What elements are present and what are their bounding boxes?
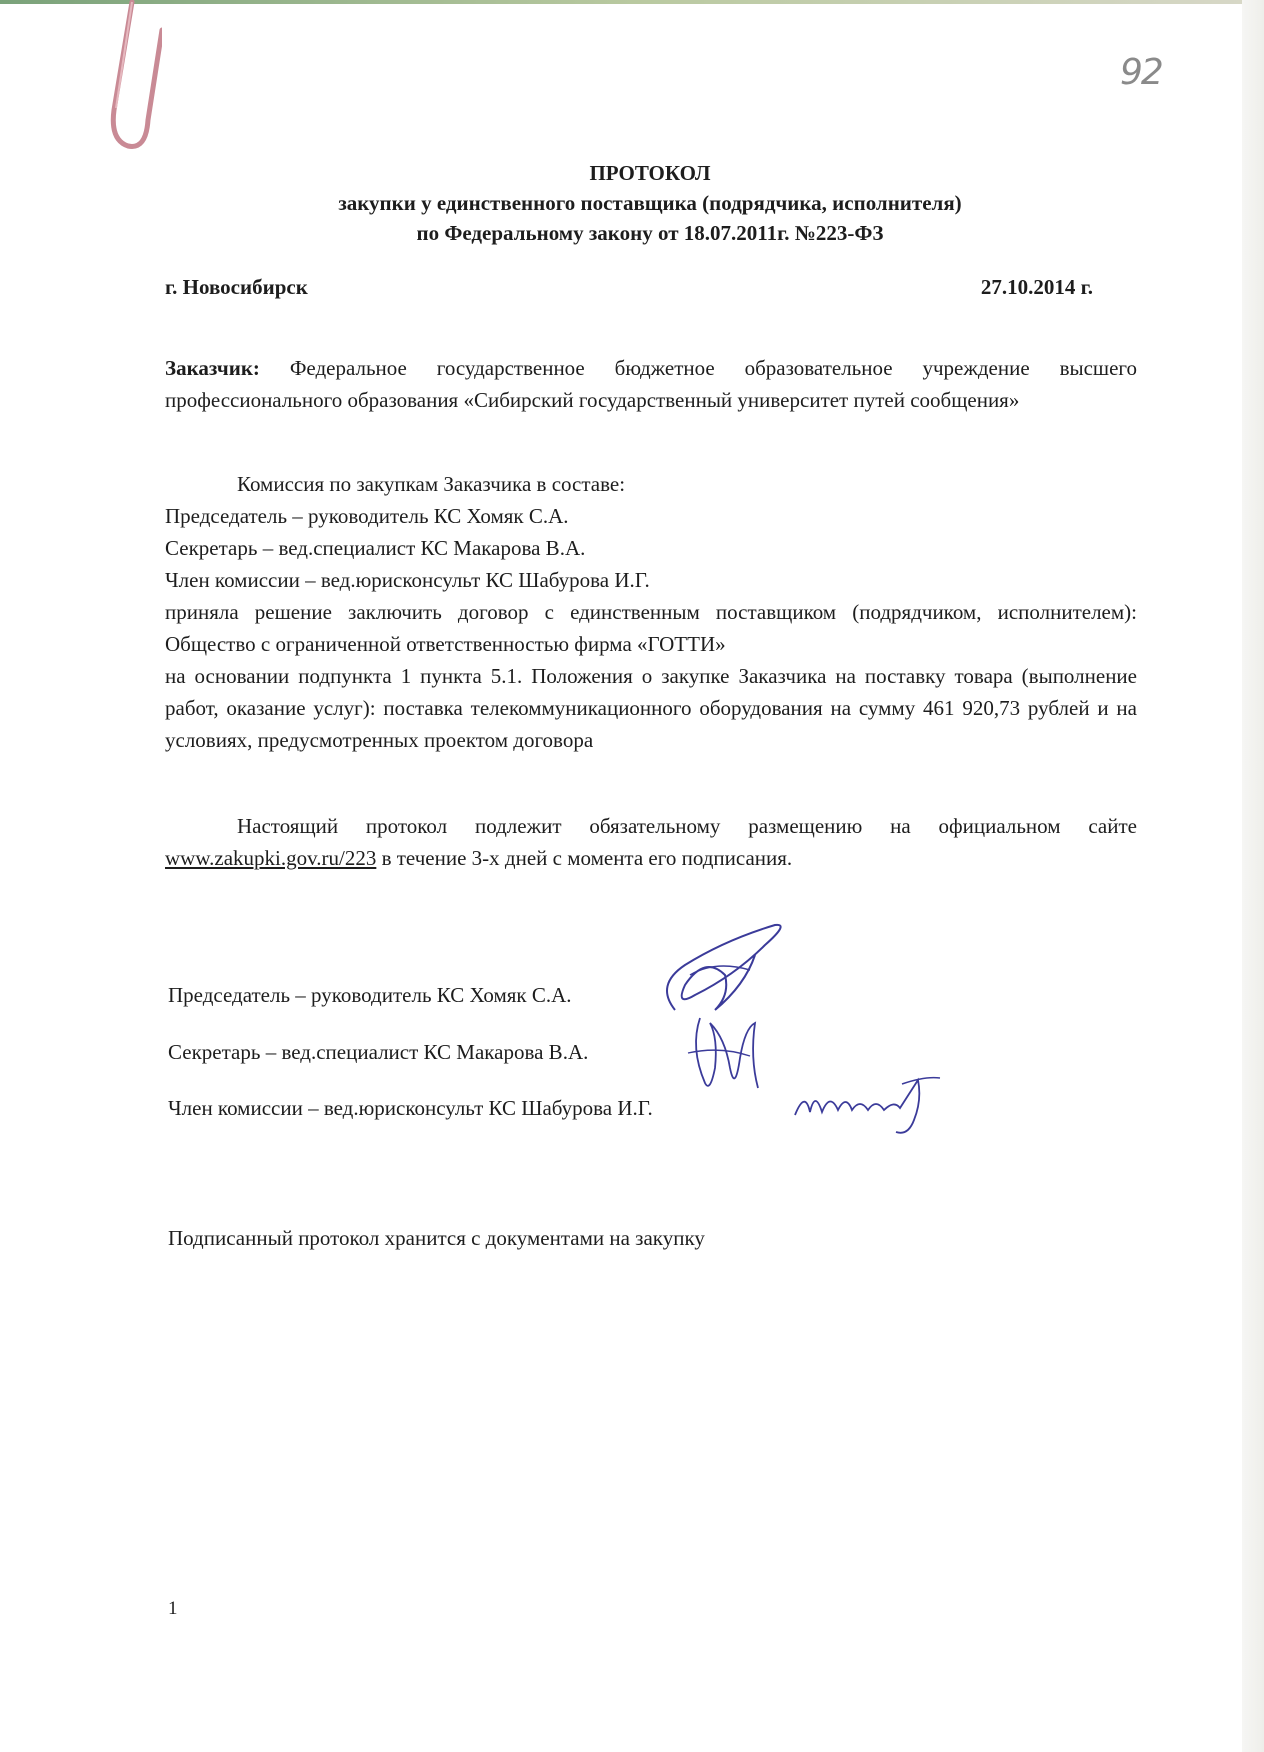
signature-line-chair: Председатель – руководитель КС Хомяк С.А. [168,983,572,1007]
signature-lawyer-icon [790,1070,950,1140]
notice-paragraph [165,810,1137,874]
document-date: 27.10.2014 г. [980,275,1093,299]
commission-intro: Комиссия по закупкам Заказчика в составе: [237,472,626,496]
notice-url-link[interactable]: www.zakupki.gov.ru/223 [165,846,377,870]
stored-note: Подписанный протокол хранится с документами на закупку [168,1226,705,1250]
notice-text-before: Настоящий протокол подлежит обязательному размещению на официальном сайте [237,814,1137,838]
commission-paragraph [165,468,1137,596]
customer-text: Федеральное государственное бюджетное образовательное учреждение высшего профессионального образования «Сибирский государственный университет путей сообщения» [165,356,1137,412]
customer-label: Заказчик: [165,356,260,380]
decision-line-1: приняла решение заключить договор с единственным поставщиком (подрядчиком, исполнителем): Общество с ограниченной ответственностью фирма «ГОТТИ» [165,600,1137,656]
page-number: 1 [168,1598,178,1619]
commission-member-chair: Председатель – руководитель КС Хомяк С.А. [165,504,569,528]
signature-secretary-icon [680,1008,770,1098]
document-subtitle-2: по Федеральному закону от 18.07.2011г. №223-ФЗ [416,221,884,245]
commission-member-secretary: Секретарь – вед.специалист КС Макарова В.А. [165,536,586,560]
document-subtitle-1: закупки у единственного поставщика (подрядчика, исполнителя) [338,191,962,215]
commission-member-lawyer: Член комиссии – вед.юрисконсульт КС Шабурова И.Г. [165,568,650,592]
decision-line-2: на основании подпункта 1 пункта 5.1. Положения о закупке Заказчика на поставку товара (выполнение работ, оказание услуг): поставка телекоммуникационного оборудования на сумму 461 920,73 рублей и на условиях, предусмотренных проектом договора [165,664,1137,752]
notice-text-after: в течение 3-х дней с момента его подписания. [376,846,793,870]
decision-paragraph [165,596,1137,756]
handwritten-page-number: 92 [1120,52,1162,93]
scan-top-edge [0,0,1264,4]
customer-paragraph [165,352,1137,416]
paper-clip-icon [92,0,162,160]
signature-line-lawyer: Член комиссии – вед.юрисконсульт КС Шабурова И.Г. [168,1096,653,1120]
document-title: ПРОТОКОЛ [589,161,711,185]
scan-right-edge [1242,0,1264,1752]
signature-line-secretary: Секретарь – вед.специалист КС Макарова В.А. [168,1040,589,1064]
document-header [160,158,1140,248]
city: г. Новосибирск [165,275,308,299]
